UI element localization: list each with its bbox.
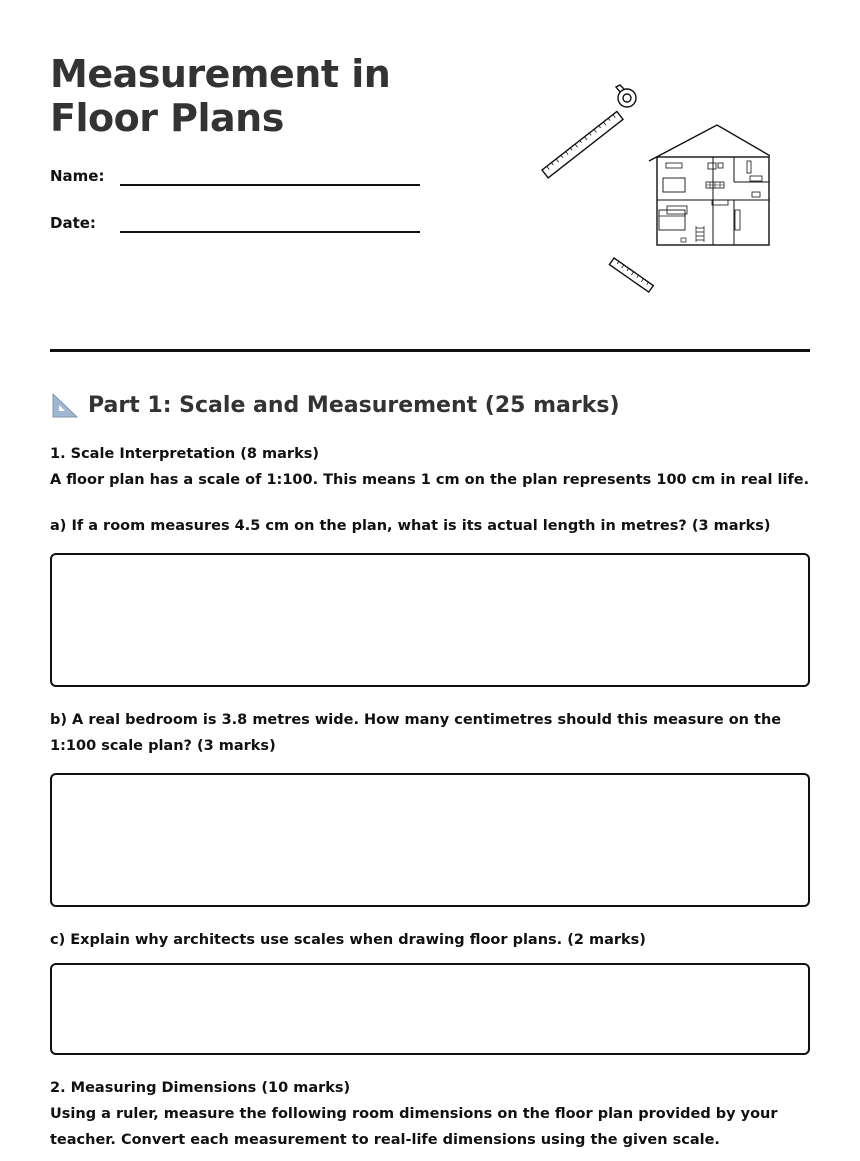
question-1-title: 1. Scale Interpretation (8 marks) [50,446,319,462]
question-2-intro: Using a ruler, measure the following room dimensions on the floor plan provided by your teacher. Convert each measurement to real-life dimensions using the given scale. [50,1106,778,1148]
question-1c: c) Explain why architects use scales when drawing floor plans. (2 marks) [50,932,646,948]
short-ruler-icon [609,258,653,292]
question-1b: b) A real bedroom is 3.8 metres wide. How many centimetres should this measure on the 1:100 scale plan? (3 marks) [50,712,782,754]
answer-box-1c[interactable] [50,963,810,1055]
date-field [50,213,470,243]
answer-box-1a[interactable] [50,553,810,687]
question-1a: a) If a room measures 4.5 cm on the plan, what is its actual length in metres? (3 marks) [50,518,771,534]
page-title: Measurement in Floor Plans [50,52,391,140]
header-divider [50,349,810,352]
tape-measure-icon [616,85,636,107]
date-label: Date: [50,214,96,232]
part1-heading [50,388,810,422]
question-2-title: 2. Measuring Dimensions (10 marks) [50,1080,351,1096]
question-1-intro: A floor plan has a scale of 1:100. This means 1 cm on the plan represents 100 cm in real life. [50,472,810,488]
house-icon [649,125,770,245]
set-square-icon [50,390,80,420]
floor-plan-illustration [530,70,770,310]
name-label: Name: [50,167,105,185]
date-line[interactable] [120,231,420,233]
ruler-icon [542,112,623,178]
worksheet-page [50,0,810,1161]
part1-title: Part 1: Scale and Measurement (25 marks) [88,392,620,418]
name-field [50,166,470,196]
name-line[interactable] [120,184,420,186]
answer-box-1b[interactable] [50,773,810,907]
